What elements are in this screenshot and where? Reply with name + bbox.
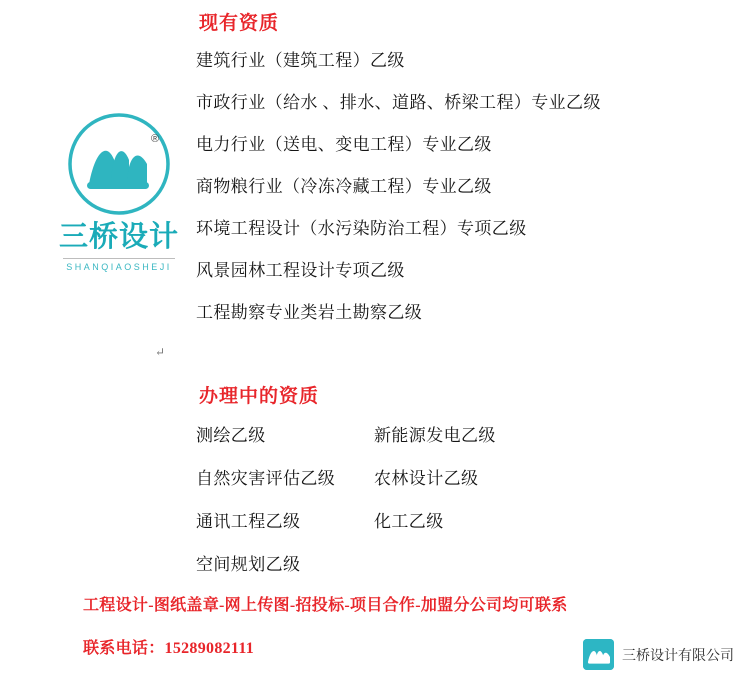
list-item: 市政行业（给水 、排水、道路、桥梁工程）专业乙级 — [196, 93, 601, 112]
table-cell: 空间规划乙级 — [196, 555, 301, 574]
list-item: 建筑行业（建筑工程）乙级 — [196, 51, 405, 70]
account-name: 三桥设计有限公司 — [622, 646, 734, 663]
logo-divider — [63, 258, 175, 259]
list-item: 风景园林工程设计专项乙级 — [196, 261, 405, 280]
paragraph-mark: ↵ — [155, 345, 166, 359]
avatar — [583, 639, 614, 670]
account-badge[interactable] — [583, 639, 734, 670]
table-cell: 通讯工程乙级 — [196, 512, 301, 531]
table-cell: 农林设计乙级 — [374, 469, 479, 488]
processing-qualification-grid — [196, 425, 626, 597]
list-item: 电力行业（送电、变电工程）专业乙级 — [196, 135, 492, 154]
footer-services-line: 工程设计-图纸盖章-网上传图-招投标-项目合作-加盟分公司均可联系 — [83, 597, 568, 614]
contact-phone: 15289082111 — [164, 640, 255, 657]
footer-contact-line — [83, 635, 254, 658]
table-cell: 新能源发电乙级 — [374, 426, 496, 445]
current-qualification-list — [196, 50, 736, 344]
table-row — [196, 554, 626, 576]
three-waves-logo-icon — [67, 112, 171, 216]
contact-label: 联系电话： — [83, 640, 165, 657]
table-row — [196, 468, 626, 490]
list-item: 商物粮行业（冷冻冷藏工程）专业乙级 — [196, 177, 492, 196]
table-cell: 测绘乙级 — [196, 426, 266, 445]
table-row — [196, 425, 626, 447]
company-logo — [44, 112, 194, 272]
section-heading-current: 现有资质 — [199, 13, 280, 34]
table-cell: 自然灾害评估乙级 — [196, 469, 336, 488]
list-item: 工程勘察专业类岩土勘察乙级 — [196, 303, 423, 322]
table-cell: 化工乙级 — [374, 512, 444, 531]
section-heading-processing: 办理中的资质 — [199, 386, 320, 407]
svg-text:®: ® — [151, 133, 160, 145]
logo-title: 三桥设计 — [58, 221, 179, 253]
table-row — [196, 511, 626, 533]
table-cell — [374, 554, 614, 576]
list-item: 环境工程设计（水污染防治工程）专项乙级 — [196, 219, 527, 238]
logo-subtitle: SHANQIAOSHEJI — [66, 261, 172, 272]
